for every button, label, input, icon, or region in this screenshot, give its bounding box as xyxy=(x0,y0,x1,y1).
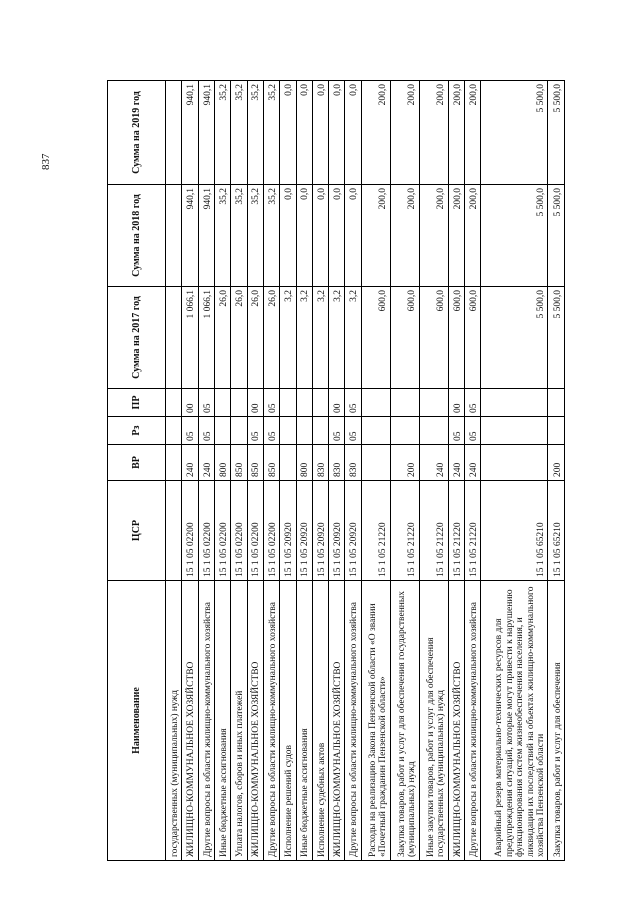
cell-sum-2019: 0,0 xyxy=(296,81,312,185)
cell-rz xyxy=(231,417,247,445)
cell-sum-2019: 35,2 xyxy=(231,81,247,185)
table-row xyxy=(390,81,419,861)
cell-sum-2019: 35,2 xyxy=(247,81,263,185)
cell-sum-2019: 35,2 xyxy=(214,81,230,185)
cell-csr: 15 1 05 02200 xyxy=(198,481,214,581)
cell-rz xyxy=(390,417,419,445)
cell-vr: 830 xyxy=(329,445,345,481)
cell-vr: 830 xyxy=(312,445,328,481)
cell-sum-2018: 0,0 xyxy=(345,185,361,287)
cell-pr xyxy=(231,389,247,417)
cell-sum-2017: 5 500,0 xyxy=(548,287,565,389)
cell-sum-2017: 26,0 xyxy=(263,287,279,389)
cell-sum-2019: 940,1 xyxy=(182,81,198,185)
cell-rz xyxy=(214,417,230,445)
cell-vr: 830 xyxy=(345,445,361,481)
col-header-sum-2019: Сумма на 2019 год xyxy=(108,81,166,185)
cell-sum-2018 xyxy=(166,185,182,287)
cell-vr xyxy=(481,445,548,481)
cell-rz: 05 xyxy=(198,417,214,445)
cell-name: Исполнение судебных актов xyxy=(312,581,328,861)
cell-csr: 15 1 05 02200 xyxy=(214,481,230,581)
cell-sum-2017: 600,0 xyxy=(419,287,448,389)
cell-pr xyxy=(312,389,328,417)
cell-name: Аварийный резерв материально-технических ресурсов для предупреждения ситуаций, которые могут привести к нарушению функционирования систем жизнеобеспечения населения, и ликвидации их последствий на объектах жилищно-коммунального хозяйства Пензенской области xyxy=(481,581,548,861)
cell-sum-2017: 3,2 xyxy=(296,287,312,389)
cell-sum-2017: 600,0 xyxy=(390,287,419,389)
cell-sum-2018: 200,0 xyxy=(419,185,448,287)
cell-rz xyxy=(280,417,296,445)
cell-rz: 05 xyxy=(465,417,481,445)
cell-rz: 05 xyxy=(182,417,198,445)
cell-sum-2017: 26,0 xyxy=(231,287,247,389)
cell-name: Расходы на реализацию Закона Пензенской области «О звании «Почетный гражданин Пензенской области» xyxy=(361,581,390,861)
cell-name: Другие вопросы в области жилищно-коммунального хозяйства xyxy=(465,581,481,861)
cell-name: Другие вопросы в области жилищно-коммунального хозяйства xyxy=(345,581,361,861)
cell-vr: 850 xyxy=(247,445,263,481)
cell-csr: 15 1 05 21220 xyxy=(465,481,481,581)
cell-sum-2017: 600,0 xyxy=(448,287,464,389)
cell-rz: 05 xyxy=(247,417,263,445)
cell-name: ЖИЛИЩНО-КОММУНАЛЬНОЕ ХОЗЯЙСТВО xyxy=(247,581,263,861)
cell-pr xyxy=(390,389,419,417)
cell-pr: 05 xyxy=(198,389,214,417)
cell-sum-2019: 200,0 xyxy=(448,81,464,185)
cell-rz xyxy=(361,417,390,445)
cell-vr: 240 xyxy=(198,445,214,481)
table-row xyxy=(198,81,214,861)
col-header-sum-2017: Сумма на 2017 год xyxy=(108,287,166,389)
cell-sum-2018: 200,0 xyxy=(361,185,390,287)
cell-name: Исполнение решений судов xyxy=(280,581,296,861)
col-header-csr: ЦСР xyxy=(108,481,166,581)
cell-sum-2018: 0,0 xyxy=(329,185,345,287)
table-row xyxy=(329,81,345,861)
cell-vr: 200 xyxy=(390,445,419,481)
cell-pr xyxy=(548,389,565,417)
col-header-vr: ВР xyxy=(108,445,166,481)
cell-sum-2018: 200,0 xyxy=(390,185,419,287)
cell-sum-2019: 35,2 xyxy=(263,81,279,185)
cell-csr: 15 1 05 02200 xyxy=(231,481,247,581)
cell-sum-2018: 35,2 xyxy=(263,185,279,287)
table-row xyxy=(182,81,198,861)
cell-csr: 15 1 05 20920 xyxy=(280,481,296,581)
cell-sum-2017: 26,0 xyxy=(247,287,263,389)
cell-name: ЖИЛИЩНО-КОММУНАЛЬНОЕ ХОЗЯЙСТВО xyxy=(448,581,464,861)
col-header-sum-2018: Сумма на 2018 год xyxy=(108,185,166,287)
cell-sum-2019: 0,0 xyxy=(345,81,361,185)
cell-rz: 05 xyxy=(263,417,279,445)
cell-name: Иные закупки товаров, работ и услуг для обеспечения государственных (муниципальных) нужд xyxy=(419,581,448,861)
cell-sum-2018: 5 500,0 xyxy=(548,185,565,287)
cell-sum-2019 xyxy=(166,81,182,185)
table-row xyxy=(263,81,279,861)
cell-name: Закупка товаров, работ и услуг для обеспечения государственных (муниципальных) нужд xyxy=(390,581,419,861)
table-row xyxy=(419,81,448,861)
cell-pr: 00 xyxy=(329,389,345,417)
cell-csr: 15 1 05 21220 xyxy=(390,481,419,581)
table-row xyxy=(448,81,464,861)
cell-sum-2017: 3,2 xyxy=(345,287,361,389)
cell-rz xyxy=(481,417,548,445)
cell-sum-2017: 26,0 xyxy=(214,287,230,389)
cell-pr: 05 xyxy=(263,389,279,417)
cell-sum-2019: 0,0 xyxy=(312,81,328,185)
cell-vr: 240 xyxy=(465,445,481,481)
cell-sum-2018: 5 500,0 xyxy=(481,185,548,287)
cell-sum-2017: 600,0 xyxy=(361,287,390,389)
cell-sum-2019: 200,0 xyxy=(419,81,448,185)
cell-rz: 05 xyxy=(448,417,464,445)
cell-sum-2019: 0,0 xyxy=(280,81,296,185)
table-row xyxy=(166,81,182,861)
cell-csr xyxy=(166,481,182,581)
cell-rz xyxy=(166,417,182,445)
cell-vr: 800 xyxy=(214,445,230,481)
cell-rz xyxy=(296,417,312,445)
table-row xyxy=(231,81,247,861)
table-body xyxy=(166,81,565,861)
cell-sum-2018: 940,1 xyxy=(198,185,214,287)
cell-csr: 15 1 05 02200 xyxy=(263,481,279,581)
cell-vr: 850 xyxy=(231,445,247,481)
cell-pr: 05 xyxy=(345,389,361,417)
table-row xyxy=(465,81,481,861)
col-header-pr: ПР xyxy=(108,389,166,417)
cell-vr xyxy=(166,445,182,481)
page-number: 837 xyxy=(40,153,52,170)
cell-csr: 15 1 05 02200 xyxy=(182,481,198,581)
cell-sum-2018: 0,0 xyxy=(312,185,328,287)
cell-rz xyxy=(548,417,565,445)
table-row xyxy=(280,81,296,861)
cell-csr: 15 1 05 20920 xyxy=(296,481,312,581)
cell-sum-2017: 1 066,1 xyxy=(198,287,214,389)
cell-sum-2017: 3,2 xyxy=(280,287,296,389)
cell-pr xyxy=(214,389,230,417)
header-row xyxy=(108,81,166,861)
cell-csr: 15 1 05 21220 xyxy=(419,481,448,581)
cell-vr: 240 xyxy=(419,445,448,481)
cell-vr xyxy=(280,445,296,481)
cell-vr: 240 xyxy=(448,445,464,481)
cell-sum-2018: 35,2 xyxy=(231,185,247,287)
cell-pr: 00 xyxy=(182,389,198,417)
cell-csr: 15 1 05 02200 xyxy=(247,481,263,581)
cell-name: ЖИЛИЩНО-КОММУНАЛЬНОЕ ХОЗЯЙСТВО xyxy=(329,581,345,861)
cell-pr: 05 xyxy=(465,389,481,417)
cell-name: государственных (муниципальных) нужд xyxy=(166,581,182,861)
table-row xyxy=(214,81,230,861)
cell-sum-2018: 35,2 xyxy=(214,185,230,287)
cell-csr: 15 1 05 65210 xyxy=(548,481,565,581)
cell-csr: 15 1 05 21220 xyxy=(448,481,464,581)
cell-vr xyxy=(361,445,390,481)
cell-sum-2017: 5 500,0 xyxy=(481,287,548,389)
cell-rz xyxy=(312,417,328,445)
cell-name: Другие вопросы в области жилищно-коммунального хозяйства xyxy=(198,581,214,861)
col-header-rz: Рз xyxy=(108,417,166,445)
cell-sum-2019: 5 500,0 xyxy=(481,81,548,185)
cell-sum-2018: 35,2 xyxy=(247,185,263,287)
cell-csr: 15 1 05 20920 xyxy=(312,481,328,581)
col-header-name: Наименование xyxy=(108,581,166,861)
cell-name: Другие вопросы в области жилищно-коммунального хозяйства xyxy=(263,581,279,861)
cell-sum-2017 xyxy=(166,287,182,389)
cell-pr xyxy=(296,389,312,417)
budget-table xyxy=(107,80,565,861)
cell-sum-2019: 5 500,0 xyxy=(548,81,565,185)
table-row xyxy=(361,81,390,861)
cell-rz xyxy=(419,417,448,445)
cell-csr: 15 1 05 20920 xyxy=(345,481,361,581)
cell-sum-2018: 940,1 xyxy=(182,185,198,287)
cell-name: Закупка товаров, работ и услуг для обеспечения xyxy=(548,581,565,861)
table-row xyxy=(548,81,565,861)
cell-sum-2018: 0,0 xyxy=(296,185,312,287)
cell-pr xyxy=(361,389,390,417)
cell-csr: 15 1 05 21220 xyxy=(361,481,390,581)
cell-rz: 05 xyxy=(345,417,361,445)
cell-sum-2017: 1 066,1 xyxy=(182,287,198,389)
cell-sum-2019: 0,0 xyxy=(329,81,345,185)
cell-sum-2017: 600,0 xyxy=(465,287,481,389)
cell-sum-2019: 940,1 xyxy=(198,81,214,185)
cell-sum-2018: 200,0 xyxy=(448,185,464,287)
cell-pr: 00 xyxy=(247,389,263,417)
cell-pr xyxy=(166,389,182,417)
table-row xyxy=(345,81,361,861)
cell-vr: 200 xyxy=(548,445,565,481)
table-row xyxy=(296,81,312,861)
cell-vr: 240 xyxy=(182,445,198,481)
cell-rz: 05 xyxy=(329,417,345,445)
cell-pr: 00 xyxy=(448,389,464,417)
table-row xyxy=(312,81,328,861)
cell-csr: 15 1 05 65210 xyxy=(481,481,548,581)
table-row xyxy=(247,81,263,861)
cell-sum-2017: 3,2 xyxy=(329,287,345,389)
cell-sum-2018: 0,0 xyxy=(280,185,296,287)
cell-name: Уплата налогов, сборов и иных платежей xyxy=(231,581,247,861)
cell-name: Иные бюджетные ассигнования xyxy=(214,581,230,861)
cell-pr xyxy=(419,389,448,417)
cell-name: ЖИЛИЩНО-КОММУНАЛЬНОЕ ХОЗЯЙСТВО xyxy=(182,581,198,861)
cell-sum-2019: 200,0 xyxy=(390,81,419,185)
cell-csr: 15 1 05 20920 xyxy=(329,481,345,581)
cell-sum-2019: 200,0 xyxy=(465,81,481,185)
cell-vr: 800 xyxy=(296,445,312,481)
rotated-table-container xyxy=(107,81,565,861)
cell-pr xyxy=(481,389,548,417)
cell-pr xyxy=(280,389,296,417)
cell-sum-2018: 200,0 xyxy=(465,185,481,287)
table-row xyxy=(481,81,548,861)
cell-vr: 850 xyxy=(263,445,279,481)
cell-sum-2017: 3,2 xyxy=(312,287,328,389)
cell-name: Иные бюджетные ассигнования xyxy=(296,581,312,861)
cell-sum-2019: 200,0 xyxy=(361,81,390,185)
